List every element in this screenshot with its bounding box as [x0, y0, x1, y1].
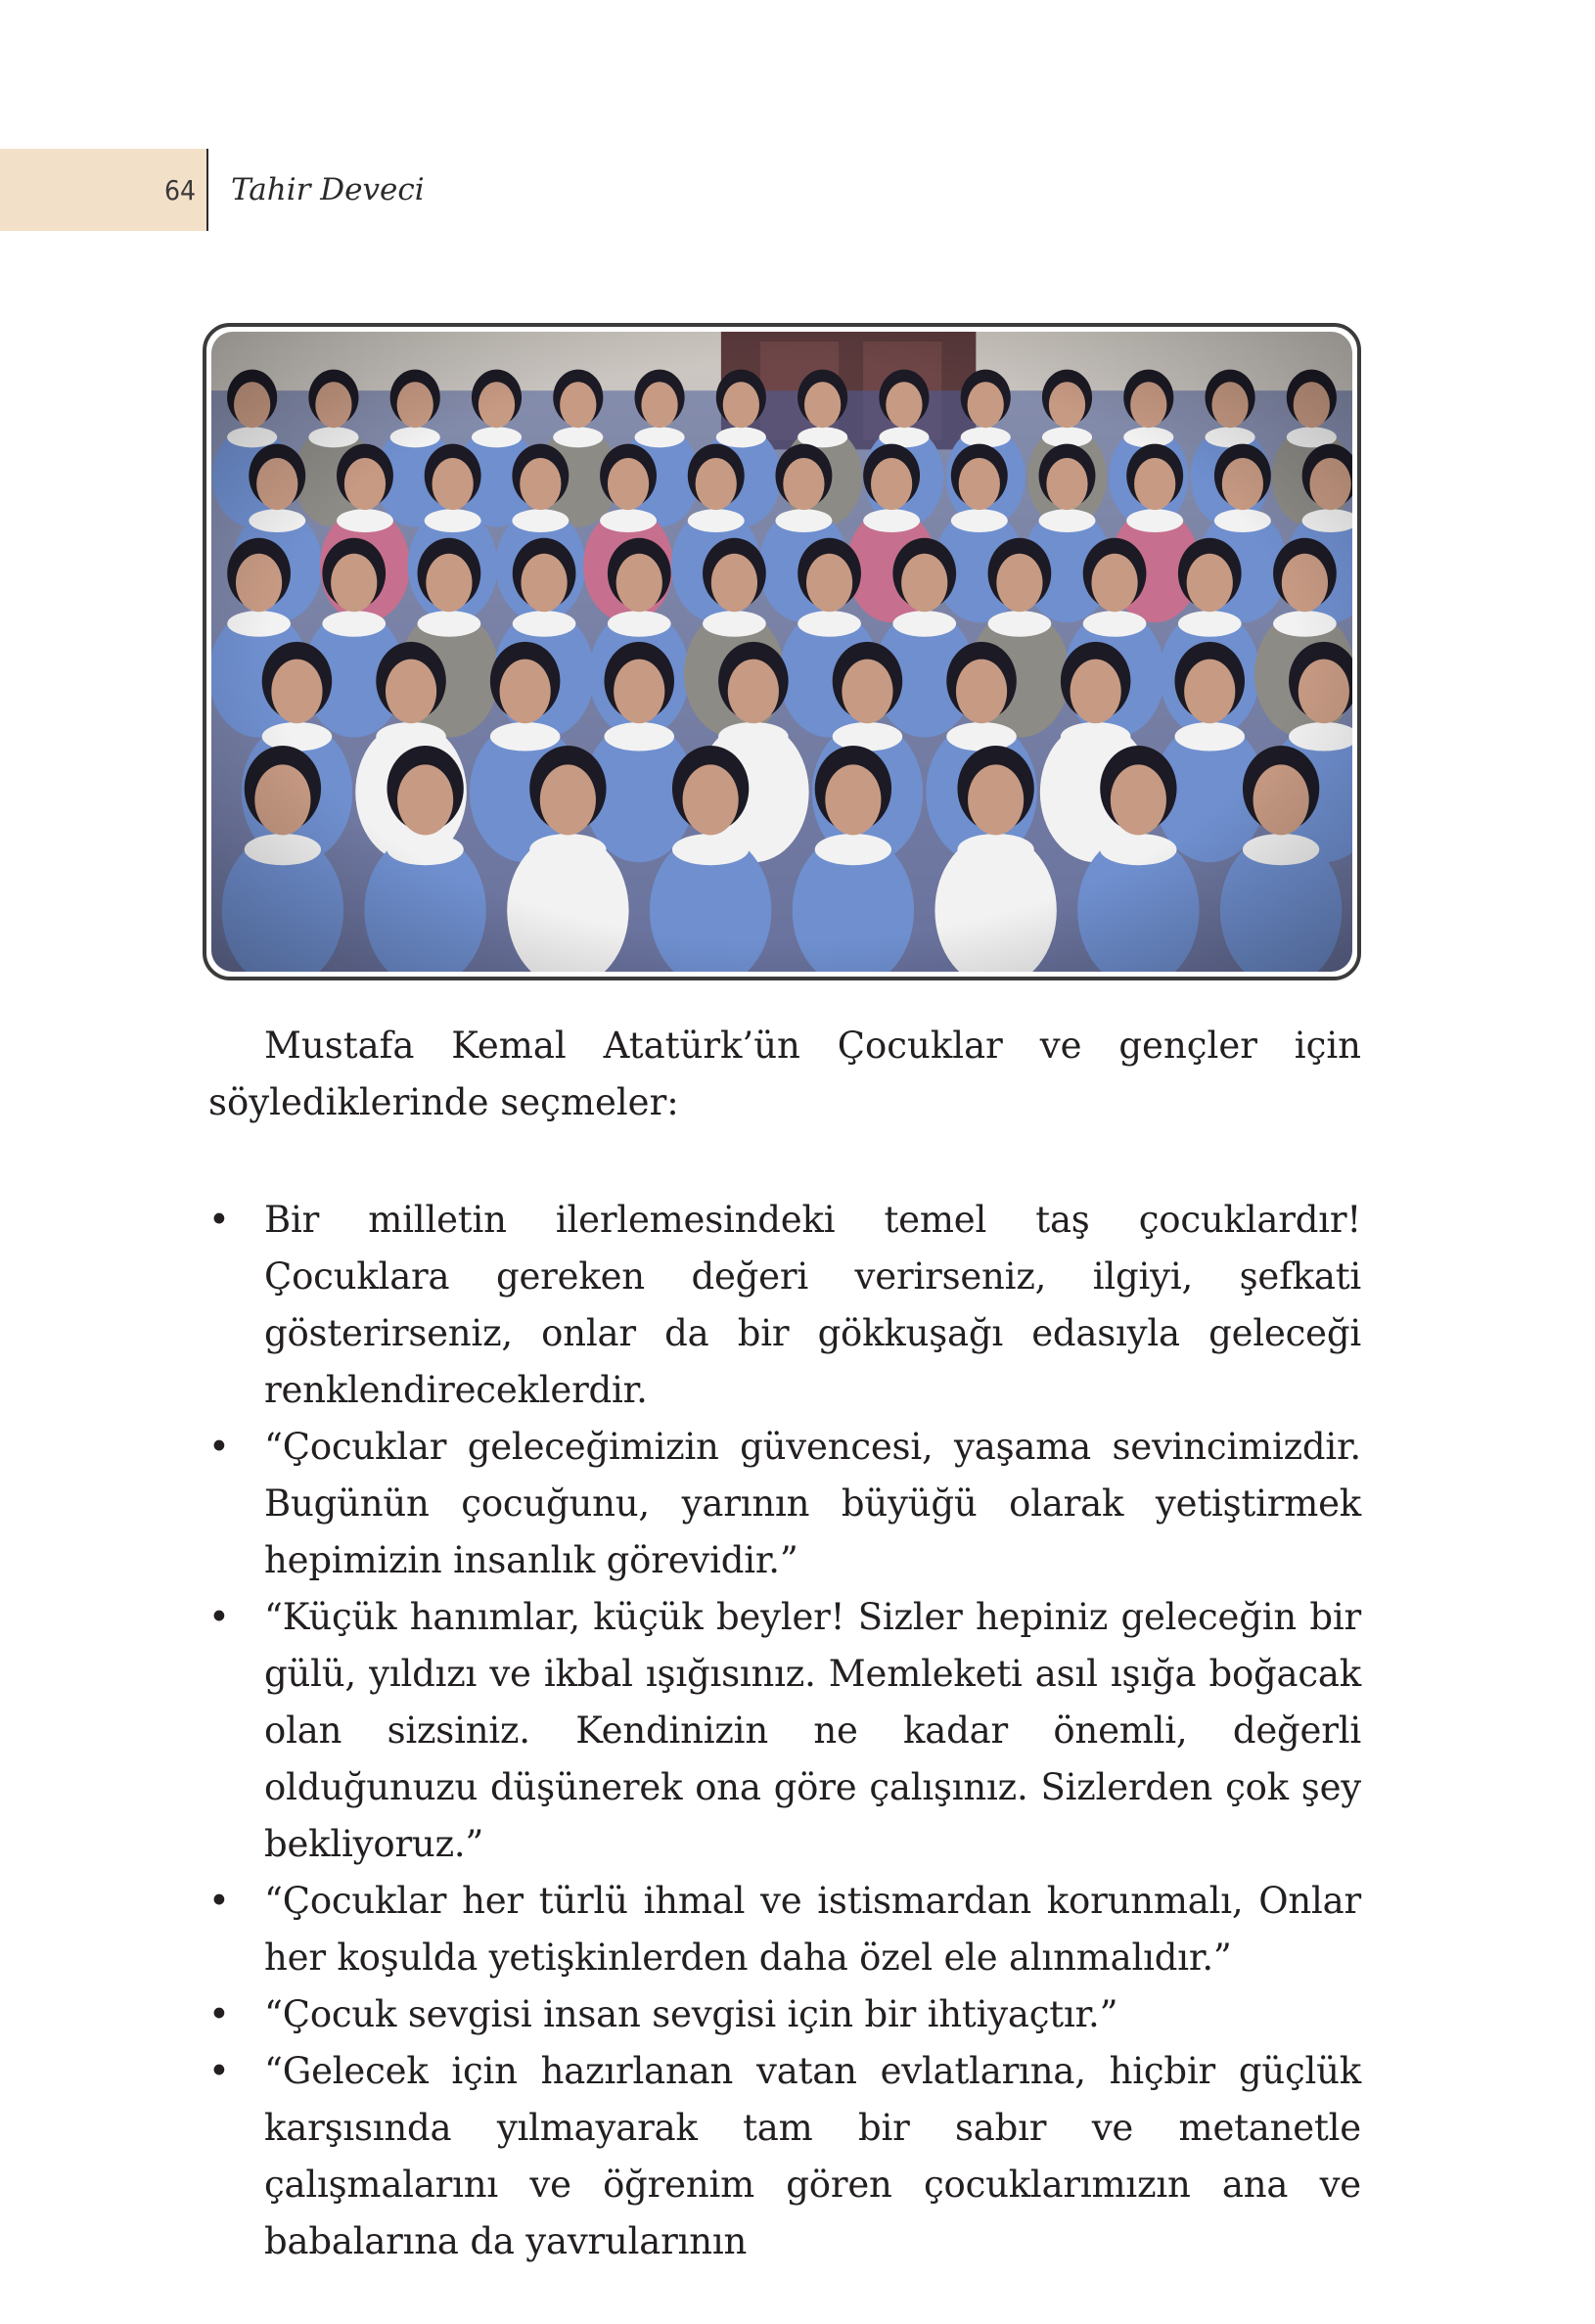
bullet: •: [208, 1426, 230, 1468]
list-item: [208, 1873, 1361, 1986]
bullet: •: [208, 2050, 230, 2092]
bullet: •: [208, 1596, 230, 1638]
quote-text: “Gelecek için hazırlanan vatan evlatlarına, hiçbir güçlük karşısında yılmayarak tam bir sabır ve metanetle çalışmalarını ve öğrenim gören çocuklarımızın ana ve babalarına da yavrularının: [264, 2050, 1361, 2262]
quote-text: “Çocuk sevgisi insan sevgisi için bir ihtiyaçtır.”: [264, 1993, 1118, 2035]
list-item: [208, 1986, 1361, 2043]
page-number: 64: [163, 174, 196, 206]
intro-paragraph: Mustafa Kemal Atatürk’ün Çocuklar ve gençler için söylediklerinde seçmeler:: [208, 1025, 1361, 1123]
quote-list: [208, 1192, 1361, 2270]
quote-text: “Küçük hanımlar, küçük beyler! Sizler hepiniz geleceğin bir gülü, yıldızı ve ikbal ışığısınız. Memleketi asıl ışığa boğacak olan sizsiniz. Kendinizin ne kadar önemli, değerli olduğunuzu düşünerek ona göre çalışınız. Sizlerden çok şey bekliyoruz.”: [264, 1596, 1361, 1865]
quote-text: “Çocuklar geleceğimizin güvencesi, yaşama sevincimizdir. Bugünün çocuğunu, yarının büyüğü olarak yetiştirmek hepimizin insanlık görevidir.”: [264, 1426, 1361, 1581]
bullet: •: [208, 1199, 230, 1241]
header-rule: [206, 149, 208, 231]
list-item: [208, 1589, 1361, 1873]
list-item: [208, 1192, 1361, 1419]
group-photo: [211, 332, 1352, 972]
running-head-author: Tahir Deveci: [231, 172, 425, 207]
list-item: [208, 1419, 1361, 1589]
quote-text: “Çocuklar her türlü ihmal ve istismardan korunmalı, Onlar her koşulda yetişkinlerden daha özel ele alınmalıdır.”: [264, 1880, 1361, 1979]
list-item: [208, 2043, 1361, 2270]
group-photo-frame: [203, 323, 1361, 980]
bullet: •: [208, 1993, 230, 2035]
quote-text: Bir milletin ilerlemesindeki temel taş çocuklardır! Çocuklara gereken değeri verirseniz, ilgiyi, şefkati gösterirseniz, onlar da bir gökkuşağı edasıyla geleceği renklendireceklerdir.: [264, 1199, 1361, 1411]
bullet: •: [208, 1880, 230, 1922]
group-photo-illustration: [211, 332, 1352, 972]
